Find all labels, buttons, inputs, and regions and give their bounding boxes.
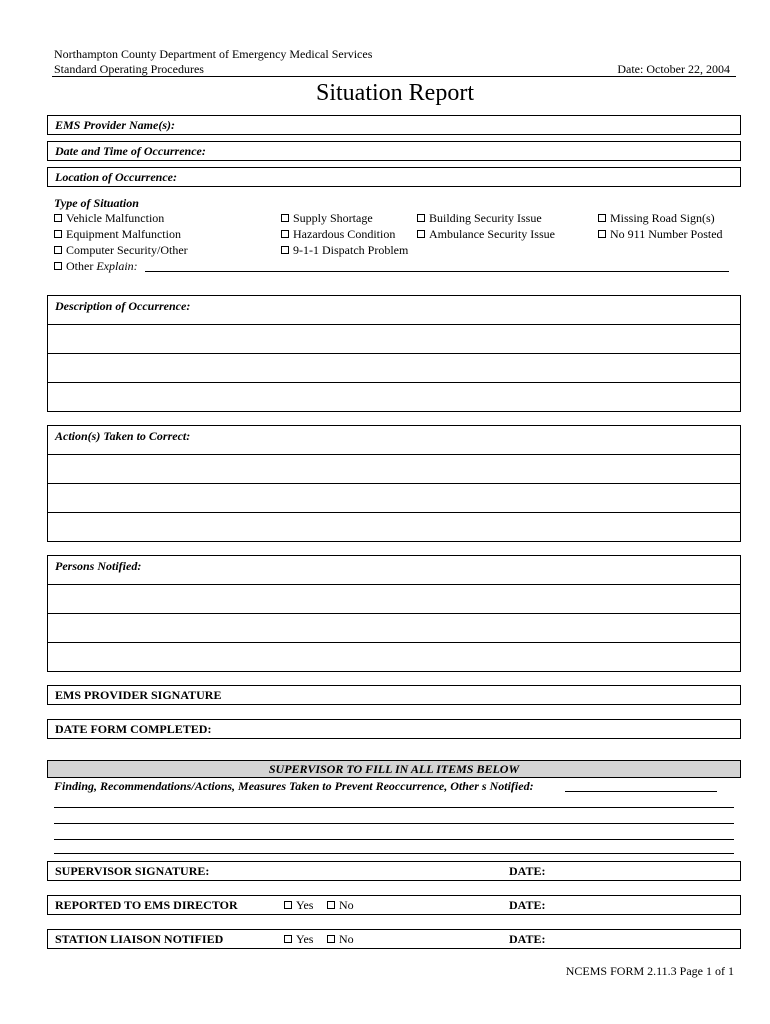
supervisor-date-label: DATE:	[509, 864, 546, 878]
findings-line[interactable]	[54, 839, 734, 840]
option-no911[interactable]: No 911 Number Posted	[598, 227, 723, 242]
checkbox-icon[interactable]	[284, 935, 292, 943]
option-dispatch[interactable]: 9-1-1 Dispatch Problem	[281, 243, 408, 258]
checkbox-icon[interactable]	[598, 214, 606, 222]
checkbox-icon[interactable]	[54, 214, 62, 222]
actions-line[interactable]	[48, 483, 740, 484]
checkbox-icon[interactable]	[327, 901, 335, 909]
header-date: Date: October 22, 2004	[617, 62, 730, 76]
footer-form-id: NCEMS FORM 2.11.3 Page 1 of 1	[565, 964, 734, 978]
option-other[interactable]: Other Explain:	[54, 259, 138, 274]
checkbox-icon[interactable]	[598, 230, 606, 238]
checkbox-icon[interactable]	[281, 230, 289, 238]
location-field[interactable]	[47, 167, 741, 187]
reported-date-label: DATE:	[509, 898, 546, 912]
provider-names-label: EMS Provider Name(s):	[55, 118, 175, 132]
station-liaison-field	[47, 929, 741, 949]
date-completed-label: DATE FORM COMPLETED:	[55, 722, 212, 736]
actions-label: Action(s) Taken to Correct:	[55, 429, 191, 443]
checkbox-icon[interactable]	[417, 230, 425, 238]
option-hazardous[interactable]: Hazardous Condition	[281, 227, 395, 242]
findings-label: Finding, Recommendations/Actions, Measures Taken to Prevent Reoccurrence, Other s Notified:	[54, 779, 534, 793]
checkbox-icon[interactable]	[54, 246, 62, 254]
liaison-date-label: DATE:	[509, 932, 546, 946]
option-ambulance[interactable]: Ambulance Security Issue	[417, 227, 555, 242]
station-liaison-label: STATION LIAISON NOTIFIED	[55, 932, 224, 946]
explain-line[interactable]	[145, 271, 729, 272]
situation-heading: Type of Situation	[54, 196, 139, 210]
actions-line[interactable]	[48, 454, 740, 455]
description-line[interactable]	[48, 353, 740, 354]
persons-label: Persons Notified:	[55, 559, 142, 573]
sop-label: Standard Operating Procedures	[54, 62, 204, 76]
checkbox-icon[interactable]	[54, 230, 62, 238]
description-label: Description of Occurrence:	[55, 299, 191, 313]
option-supply[interactable]: Supply Shortage	[281, 211, 373, 226]
description-line[interactable]	[48, 382, 740, 383]
findings-line[interactable]	[54, 807, 734, 808]
supervisor-signature-label: SUPERVISOR SIGNATURE:	[55, 864, 210, 878]
date-completed-field[interactable]	[47, 719, 741, 739]
persons-box	[47, 555, 741, 672]
description-line[interactable]	[48, 324, 740, 325]
location-label: Location of Occurrence:	[55, 170, 177, 184]
description-box	[47, 295, 741, 412]
actions-box	[47, 425, 741, 542]
option-equipment[interactable]: Equipment Malfunction	[54, 227, 181, 242]
option-building[interactable]: Building Security Issue	[417, 211, 542, 226]
liaison-no-option[interactable]: No	[327, 932, 354, 947]
findings-line[interactable]	[565, 791, 717, 792]
checkbox-icon[interactable]	[281, 214, 289, 222]
reported-director-field	[47, 895, 741, 915]
reported-no-option[interactable]: No	[327, 898, 354, 913]
persons-line[interactable]	[48, 613, 740, 614]
date-time-field[interactable]	[47, 141, 741, 161]
date-time-label: Date and Time of Occurrence:	[55, 144, 206, 158]
reported-yes-option[interactable]: Yes	[284, 898, 313, 913]
provider-names-field[interactable]	[47, 115, 741, 135]
option-computer[interactable]: Computer Security/Other	[54, 243, 188, 258]
explain-label: Explain:	[96, 259, 138, 273]
org-name: Northampton County Department of Emergency Medical Services	[54, 47, 373, 61]
option-road-sign[interactable]: Missing Road Sign(s)	[598, 211, 715, 226]
persons-line[interactable]	[48, 642, 740, 643]
persons-line[interactable]	[48, 584, 740, 585]
supervisor-signature-field[interactable]	[47, 861, 741, 881]
checkbox-icon[interactable]	[54, 262, 62, 270]
reported-director-label: REPORTED TO EMS DIRECTOR	[55, 898, 238, 912]
checkbox-icon[interactable]	[281, 246, 289, 254]
liaison-yes-option[interactable]: Yes	[284, 932, 313, 947]
provider-signature-label: EMS PROVIDER SIGNATURE	[55, 688, 222, 702]
findings-line[interactable]	[54, 823, 734, 824]
checkbox-icon[interactable]	[284, 901, 292, 909]
checkbox-icon[interactable]	[417, 214, 425, 222]
actions-line[interactable]	[48, 512, 740, 513]
header-rule	[52, 76, 736, 77]
supervisor-banner: SUPERVISOR TO FILL IN ALL ITEMS BELOW	[47, 760, 741, 778]
checkbox-icon[interactable]	[327, 935, 335, 943]
provider-signature-field[interactable]	[47, 685, 741, 705]
findings-line[interactable]	[54, 853, 734, 854]
page-title: Situation Report	[316, 80, 474, 106]
option-vehicle[interactable]: Vehicle Malfunction	[54, 211, 164, 226]
